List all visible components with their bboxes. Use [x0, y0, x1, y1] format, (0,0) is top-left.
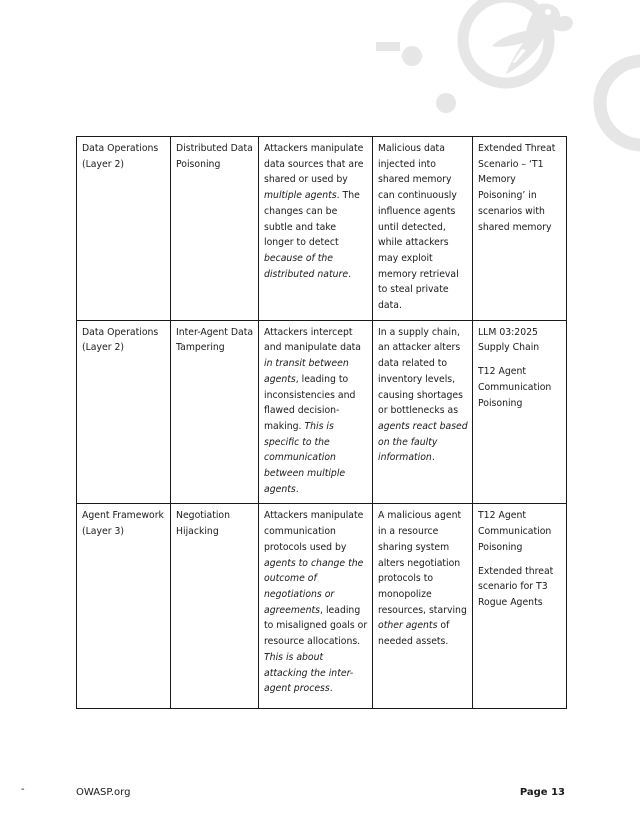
cell-text: Extended Threat Scenario – ‘T1 Memory Poisoning’ in scenarios with shared memory	[478, 143, 556, 233]
mapping-cell	[473, 320, 567, 504]
cell-text: .	[431, 452, 435, 464]
cell-text: .	[329, 683, 333, 695]
cell-text: . The changes can be subtle and take longer to detect	[264, 190, 360, 249]
cell-paragraph	[478, 508, 562, 555]
emphasis-text: multiple agents	[264, 190, 337, 202]
cell-paragraph	[478, 141, 562, 235]
cell-text: T12 Agent Communication Poisoning	[478, 366, 552, 409]
cell-text: , leading to inconsistencies and flawed decision-making.	[264, 373, 356, 432]
example-cell	[373, 137, 473, 321]
emphasis-text: other agents	[378, 620, 438, 632]
cell-text: , leading to misaligned goals or resource allocations.	[264, 604, 368, 648]
example-cell	[373, 504, 473, 709]
cell-paragraph	[478, 564, 562, 611]
decor-dot-small	[402, 46, 422, 66]
cell-paragraph	[264, 141, 368, 282]
cell-text: of needed assets.	[378, 620, 450, 648]
footer-site-link[interactable]: OWASP.org	[76, 787, 131, 798]
cell-paragraph	[378, 325, 468, 466]
threat-table	[76, 136, 567, 709]
description-cell	[259, 320, 373, 504]
cell-paragraph	[264, 508, 368, 696]
cell-text: A malicious agent in a resource sharing system alters negotiation protocols to monopolize resources, starving	[378, 510, 467, 616]
layer-text: Agent Framework (Layer 3)	[82, 510, 164, 538]
decor-bar	[376, 42, 400, 51]
cell-text: Extended threat scenario for T3 Rogue Agents	[478, 565, 554, 608]
emphasis-text: This is specific to the communication between multiple agents	[264, 420, 346, 495]
cell-text: In a supply chain, an attacker alters data related to inventory levels, causing shortages or bottlenecks as	[378, 326, 463, 417]
cell-text: Attackers manipulate data sources that are shared or used by	[264, 143, 364, 186]
threat-text: Negotiation Hijacking	[176, 510, 230, 538]
layer-cell	[77, 137, 171, 321]
cell-text: Attackers manipulate communication protocols used by	[264, 510, 364, 553]
threat-cell	[171, 320, 259, 504]
threat-cell	[171, 504, 259, 709]
page-number: Page 13	[519, 787, 565, 798]
cell-text: LLM 03:2025 Supply Chain	[478, 326, 540, 354]
emphasis-text: because of the distributed nature	[264, 252, 349, 280]
table-row	[77, 320, 567, 504]
description-cell	[259, 504, 373, 709]
cell-paragraph	[478, 364, 562, 411]
layer-cell	[77, 320, 171, 504]
table-row	[77, 137, 567, 321]
emphasis-text: This is about attacking the inter-agent process	[264, 651, 354, 695]
emphasis-text: agents react based on the faulty information	[378, 420, 468, 464]
cell-text: Malicious data injected into shared memory can continuously influence agents until detected, while attackers may exploit memory retrieval to steal private data.	[378, 143, 459, 312]
layer-text: Data Operations (Layer 2)	[82, 143, 159, 170]
emphasis-text: in transit between agents	[264, 358, 349, 385]
cell-text: .	[348, 268, 352, 280]
table-row	[77, 504, 567, 709]
cell-paragraph	[378, 141, 468, 314]
mapping-cell	[473, 504, 567, 709]
threat-cell	[171, 137, 259, 321]
cell-text: .	[295, 483, 299, 495]
layer-text: Data Operations (Layer 2)	[82, 326, 159, 354]
example-cell	[373, 320, 473, 504]
decor-ring-right	[600, 61, 640, 145]
threat-text: Distributed Data Poisoning	[176, 143, 253, 170]
footer-dash: -	[21, 784, 25, 795]
cell-paragraph	[264, 325, 368, 498]
cell-paragraph	[478, 325, 562, 356]
decor-dot-medium	[436, 93, 456, 113]
cell-text: Attackers intercept and manipulate data	[264, 326, 362, 354]
cell-paragraph	[378, 508, 468, 649]
mapping-cell	[473, 137, 567, 321]
cell-text: T12 Agent Communication Poisoning	[478, 510, 552, 553]
emphasis-text: agents to change the outcome of negotiations or agreements	[264, 557, 364, 616]
owasp-wasp-logo-icon	[492, 4, 573, 74]
description-cell	[259, 137, 373, 321]
layer-cell	[77, 504, 171, 709]
threat-text: Inter-Agent Data Tampering	[176, 326, 254, 354]
